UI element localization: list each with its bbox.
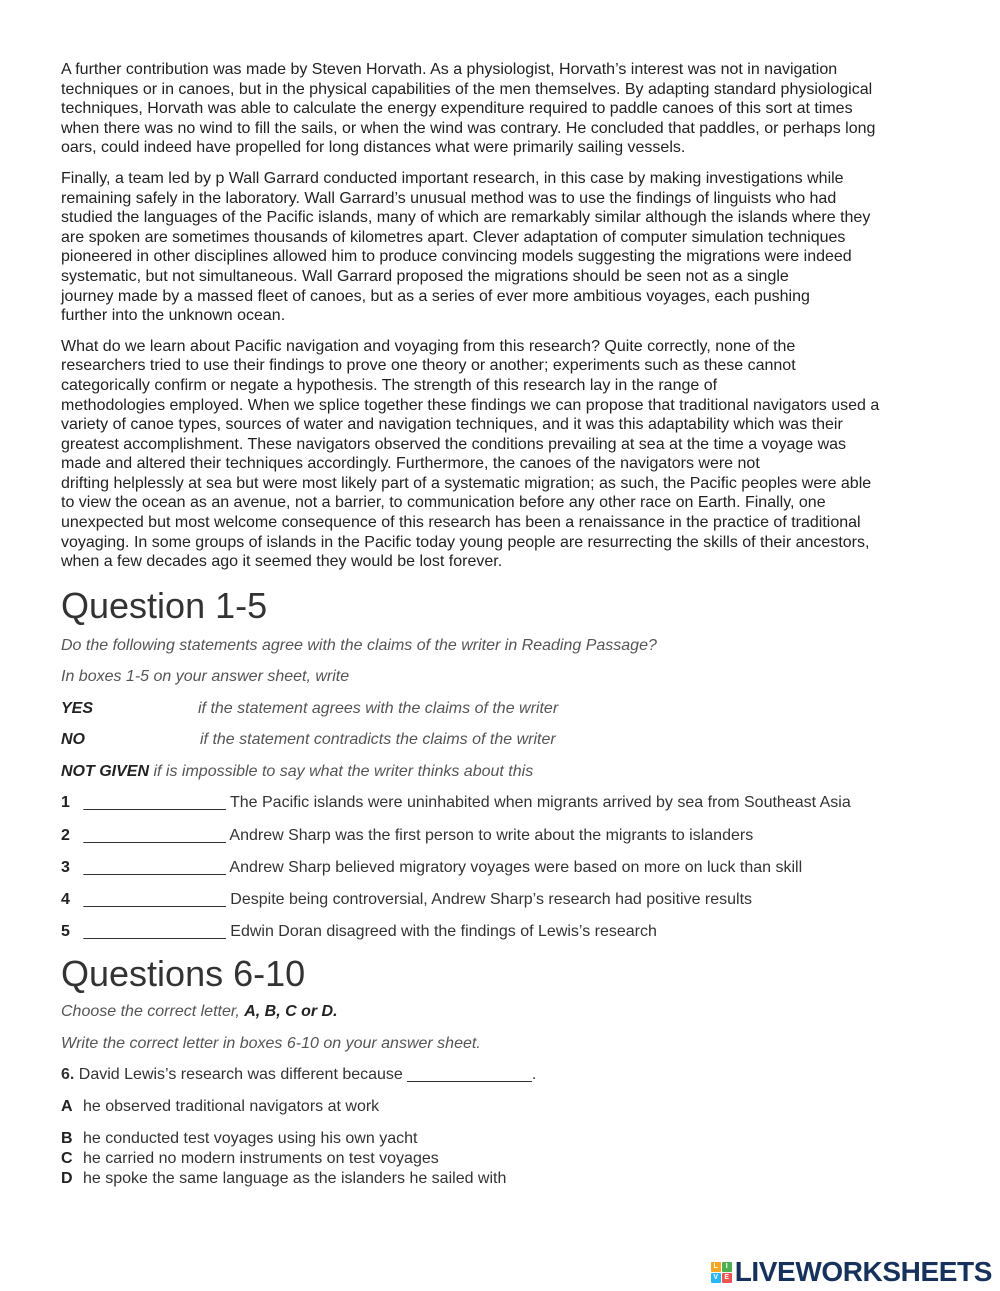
logo-cube: L: [711, 1262, 721, 1272]
question-row-6: [61, 1065, 941, 1085]
instruction-text: Choose the correct letter,: [61, 1003, 240, 1021]
passage-line: What do we learn about Pacific navigation and voyaging from this research? Quite correctly, none of the: [61, 337, 796, 355]
passage-line: pioneered in other disciplines allowed him to produce convincing models suggesting the migrations were indeed: [61, 248, 852, 266]
question-text[interactable]: David Lewis’s research was different because ______________.: [78, 1066, 537, 1084]
section-1-instruction: Do the following statements agree with the claims of the writer in Reading Passage?: [61, 636, 657, 654]
logo-cube: E: [722, 1273, 732, 1283]
option-letter: A: [61, 1098, 73, 1116]
option-letter: C: [61, 1150, 73, 1168]
worksheet-page: [61, 60, 941, 1189]
passage-line: journey made by a massed fleet of canoes, but as a series of ever more ambitious voyages, each pushing: [61, 287, 810, 305]
passage-line: techniques or in canoes, but in the physical capabilities of the men themselves. By adapting standard physiological: [61, 80, 873, 98]
section-1-instruction-2: In boxes 1-5 on your answer sheet, write: [61, 668, 350, 686]
passage-paragraph-2: [61, 169, 941, 326]
key-description: if is impossible to say what the writer thinks about this: [153, 762, 534, 780]
question-number: 5: [61, 923, 70, 941]
answer-key-yes: [61, 699, 941, 719]
instruction-letters: A, B, C or D.: [244, 1003, 338, 1021]
section-2-instruction-2: Write the correct letter in boxes 6-10 on your answer sheet.: [61, 1034, 481, 1052]
logo-cube: V: [711, 1273, 721, 1283]
question-row-1: [61, 793, 941, 813]
passage-line: A further contribution was made by Steven Horvath. As a physiologist, Horvath’s interest was not in navigation: [61, 61, 838, 78]
question-text: Andrew Sharp believed migratory voyages were based on more on luck than skill: [229, 858, 803, 876]
passage-line: variety of canoe types, sources of water and navigation techniques, and it was this adaptability which was their: [61, 416, 843, 434]
question-row-4: [61, 890, 941, 910]
answer-blank[interactable]: ________________: [83, 858, 226, 876]
question-number: 4: [61, 890, 70, 908]
logo-cubes-icon: [711, 1262, 732, 1283]
passage-line: drifting helplessly at sea but were most likely part of a systematic migration; as such, the Pacific peoples were able: [61, 474, 872, 492]
answer-key-not-given: [61, 762, 941, 782]
key-label: NO: [61, 731, 85, 749]
passage-line: oars, could indeed have propelled for long distances what were primarily sailing vessels.: [61, 139, 686, 157]
section-2-title: Questions 6-10: [61, 953, 306, 995]
option-text: he carried no modern instruments on test voyages: [83, 1150, 439, 1168]
option-letter: B: [61, 1130, 73, 1148]
section-1-title: Question 1-5: [61, 584, 268, 626]
passage-line: when a few decades ago it seemed they would be lost forever.: [61, 553, 503, 571]
passage-paragraph-1: [61, 60, 941, 158]
key-description: if the statement agrees with the claims of the writer: [198, 699, 559, 717]
passage-line: studied the languages of the Pacific islands, many of which are remarkably similar although the islands where they: [61, 209, 871, 227]
question-number: 3: [61, 858, 70, 876]
question-text: Despite being controversial, Andrew Sharp’s research had positive results: [230, 890, 753, 908]
section-2-instruction: [61, 1002, 941, 1022]
passage-line: to view the ocean as an avenue, not a barrier, to communication before any other race on Earth. Finally, one: [61, 494, 826, 512]
passage-line: when there was no wind to fill the sails, or when the wind was contrary. He concluded that paddles, or perhaps long: [61, 119, 876, 137]
passage-line: remaining safely in the laboratory. Wall Garrard’s unusual method was to use the findings of linguists who had: [61, 189, 837, 207]
liveworksheets-logo: [711, 1257, 992, 1287]
passage-line: unexpected but most welcome consequence of this research has been a renaissance in the practice of traditional: [61, 514, 861, 532]
passage-line: made and altered their techniques accordingly. Furthermore, the canoes of the navigators were not: [61, 455, 760, 473]
passage-line: categorically confirm or negate a hypothesis. The strength of this research lay in the range of: [61, 376, 718, 394]
option-c[interactable]: [61, 1149, 941, 1169]
logo-cube: I: [722, 1262, 732, 1272]
passage-line: greatest accomplishment. These navigators observed the conditions prevailing at sea at the time a voyage was: [61, 435, 847, 453]
question-row-2: [61, 826, 941, 846]
answer-blank[interactable]: ________________: [83, 826, 226, 844]
key-label: YES: [61, 699, 94, 717]
passage-line: voyaging. In some groups of islands in the Pacific today young people are resurrecting the skills of their ancestors,: [61, 533, 870, 551]
question-number: 1: [61, 794, 70, 812]
logo-text: LIVEWORKSHEETS: [734, 1256, 992, 1287]
option-d[interactable]: [61, 1169, 941, 1189]
answer-blank[interactable]: ________________: [83, 794, 226, 812]
key-description: if the statement contradicts the claims of the writer: [200, 731, 556, 749]
answer-key-no: [61, 730, 941, 750]
passage-line: further into the unknown ocean.: [61, 307, 286, 325]
question-row-3: [61, 858, 941, 878]
option-text: he conducted test voyages using his own yacht: [83, 1130, 418, 1148]
option-b[interactable]: [61, 1129, 941, 1149]
passage-line: methodologies employed. When we splice together these findings we can propose that traditional navigators used a: [61, 396, 880, 414]
option-text: he observed traditional navigators at work: [83, 1098, 380, 1116]
passage-line: systematic, but not simultaneous. Wall Garrard proposed the migrations should be seen not as a single: [61, 267, 789, 285]
key-label: NOT GIVEN: [61, 762, 150, 780]
passage-line: Finally, a team led by p Wall Garrard conducted important research, in this case by making investigations while: [61, 169, 844, 187]
option-a[interactable]: [61, 1097, 941, 1117]
question-number: 6.: [61, 1066, 75, 1084]
question-text: Edwin Doran disagreed with the findings of Lewis’s research: [230, 923, 657, 941]
passage-line: techniques, Horvath was able to calculate the energy expenditure required to paddle canoes of this sort at times: [61, 100, 853, 118]
answer-blank[interactable]: ________________: [83, 923, 226, 941]
passage-line: researchers tried to use their findings to prove one theory or another; experiments such as these cannot: [61, 357, 796, 375]
passage-line: are spoken are sometimes thousands of kilometres apart. Clever adaptation of computer simulation techniques: [61, 228, 846, 246]
answer-blank[interactable]: ________________: [83, 890, 226, 908]
question-number: 2: [61, 826, 70, 844]
option-text: he spoke the same language as the islanders he sailed with: [83, 1170, 507, 1188]
passage-paragraph-3: [61, 337, 941, 572]
question-text: Andrew Sharp was the first person to write about the migrants to islanders: [229, 826, 754, 844]
option-letter: D: [61, 1170, 73, 1188]
question-text: The Pacific islands were uninhabited when migrants arrived by sea from Southeast Asia: [229, 794, 851, 812]
question-row-5: [61, 922, 941, 942]
